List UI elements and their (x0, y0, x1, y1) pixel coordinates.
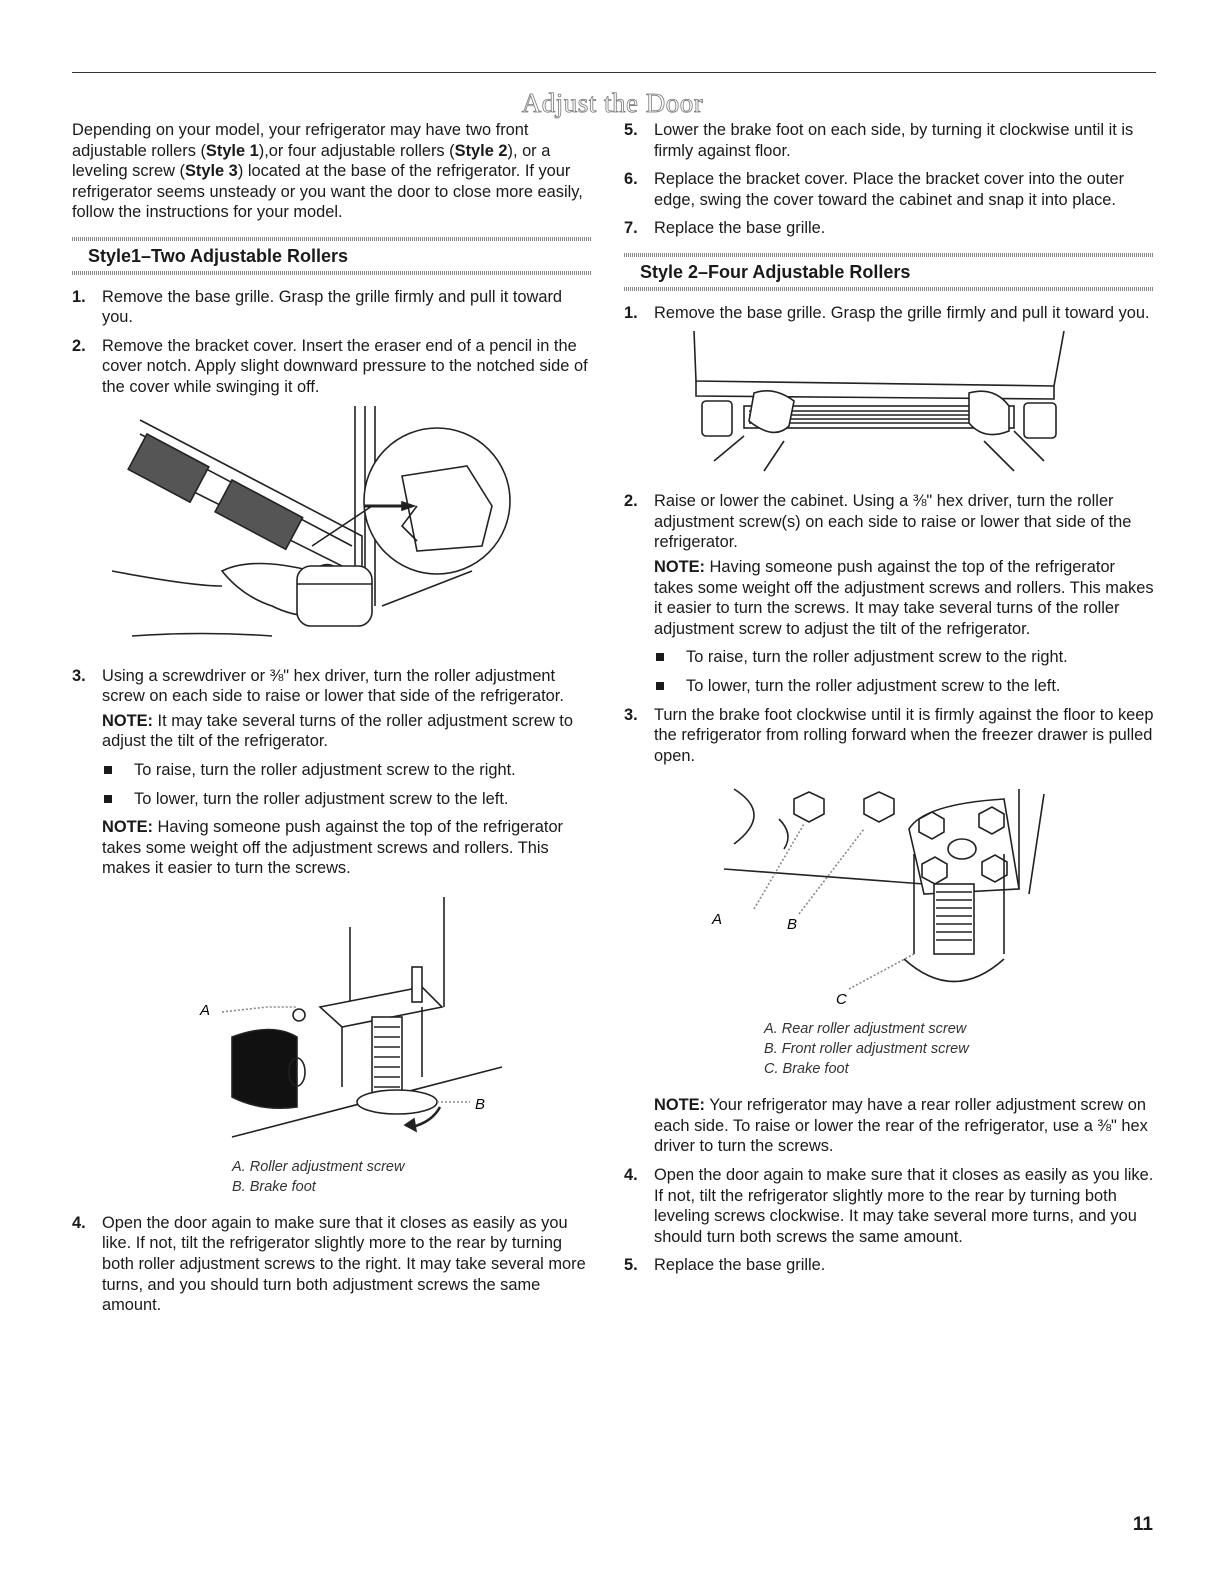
note-text: It may take several turns of the roller adjustment screw to adjust the tilt of the refrigerator. (102, 711, 573, 751)
roller-drawing (72, 887, 592, 1147)
step-item (72, 336, 592, 398)
left-column (72, 120, 592, 1324)
step-text: Replace the base grille. (654, 219, 826, 238)
note (102, 711, 592, 752)
fig-label-b: B (787, 916, 798, 934)
fig-label-c: C (836, 991, 847, 1009)
note (654, 1095, 1154, 1157)
step-item (624, 303, 1154, 324)
step-text: Open the door again to make sure that it closes as easily as you like. If not, tilt the refrigerator slightly more to the rear by turning both leveling screws clockwise. It may take several more turns, and you should turn both screws the same amount. (654, 1166, 1154, 1246)
section-band-top (72, 237, 592, 241)
style2-steps-cont (624, 491, 1154, 766)
intro-style1: Style 1 (205, 141, 259, 160)
bullet-item: To raise, turn the roller adjustment screw to the right. (654, 647, 1154, 668)
bullet-item: To raise, turn the roller adjustment screw to the right. (102, 760, 592, 781)
style1-steps-cont (72, 666, 592, 879)
step-item (72, 1213, 592, 1316)
brake-foot-illustration (624, 774, 1154, 1009)
top-rule (72, 72, 1156, 73)
note-label: NOTE: (654, 1096, 705, 1115)
section-band-bottom (624, 287, 1154, 291)
step-number: 1. (624, 303, 638, 322)
section-band-bottom (72, 271, 592, 275)
figure-caption (232, 1157, 592, 1197)
bracket-cover-drawing (72, 406, 592, 656)
caption-line: C. Brake foot (764, 1061, 849, 1078)
page-title: Adjust the Door (521, 88, 704, 118)
step-text: Replace the base grille. (654, 1256, 826, 1275)
fig-label-a: A (200, 1001, 211, 1019)
step-text: Turn the brake foot clockwise until it is firmly against the floor to keep the refrigerator from rolling forward when the freezer drawer is pulled open. (654, 705, 1154, 765)
intro-text: ), or a leveling screw ( (72, 141, 551, 181)
step-number: 2. (72, 336, 86, 355)
step-text: Open the door again to make sure that it closes as easily as you like. If not, tilt the refrigerator slightly more to the rear by turning both roller adjustment screws to the right. It may take several more turns, and you should turn both adjustment screws the same amount. (102, 1213, 586, 1315)
caption-line: A. Roller adjustment screw (232, 1158, 405, 1175)
style2-steps-end (624, 1165, 1154, 1276)
step-item (72, 666, 592, 879)
step-item (72, 287, 592, 328)
intro-text: ) located at the base of the refrigerator. If your refrigerator seems unsteady or you want the door to close more easily, follow the instructions for your model. (72, 162, 583, 222)
bullet-list (654, 647, 1154, 696)
note (654, 557, 1154, 639)
step-number: 1. (72, 287, 86, 306)
caption-line: B. Front roller adjustment screw (764, 1041, 969, 1058)
intro-paragraph (72, 120, 592, 223)
section-style1 (72, 237, 592, 275)
section-heading-style2: Style 2–Four Adjustable Rollers (640, 261, 911, 282)
fig-label-b: B (475, 1095, 486, 1113)
intro-text: ),or four adjustable rollers ( (258, 141, 455, 160)
step-item (624, 1255, 1154, 1276)
intro-style2: Style 2 (454, 141, 508, 160)
step-number: 6. (624, 170, 638, 189)
grille-removal-illustration (624, 331, 1154, 481)
style1-steps-continued (624, 120, 1154, 239)
step-number: 7. (624, 219, 638, 238)
step-number: 3. (72, 666, 86, 685)
style2-steps (624, 303, 1154, 324)
bullet-list (102, 760, 592, 809)
intro-style3: Style 3 (184, 162, 238, 181)
note-label: NOTE: (654, 557, 705, 576)
note-text: Your refrigerator may have a rear roller adjustment screw on each side. To raise or lower the rear of the refrigerator, use a ⅜" hex driver to turn the screws. (654, 1096, 1148, 1156)
bullet-item: To lower, turn the roller adjustment screw to the left. (654, 676, 1154, 697)
step-text: Raise or lower the cabinet. Using a ⅜" hex driver, turn the roller adjustment screw(s) on each side to raise or lower that side of the refrigerator. (654, 492, 1132, 552)
step-item (624, 169, 1154, 210)
note (102, 817, 592, 879)
step-text: Remove the base grille. Grasp the grille firmly and pull it toward you. (654, 303, 1150, 322)
note-label: NOTE: (102, 711, 153, 730)
step-text: Replace the bracket cover. Place the bracket cover into the outer edge, swing the cover toward the cabinet and snap it into place. (654, 170, 1125, 209)
step-number: 5. (624, 1256, 638, 1275)
bracket-cover-illustration (72, 406, 592, 656)
step-text: Using a screwdriver or ⅜" hex driver, turn the roller adjustment screw on each side to raise or lower that side of the refrigerator. (102, 666, 564, 706)
step-number: 2. (624, 492, 638, 511)
step-text: Remove the bracket cover. Insert the eraser end of a pencil in the cover notch. Apply slight downward pressure to the notched side of the cover while swinging it off. (102, 336, 588, 396)
style1-steps-end (72, 1213, 592, 1316)
step-item (624, 705, 1154, 767)
section-band-top (624, 253, 1154, 257)
step-number: 3. (624, 705, 638, 724)
section-style2 (624, 253, 1154, 291)
bullet-item: To lower, turn the roller adjustment screw to the left. (102, 789, 592, 810)
step-item (624, 1165, 1154, 1247)
note-text: Having someone push against the top of the refrigerator takes some weight off the adjustment screws and rollers. This makes it easier to turn the screws. It may take several turns of the roller adjustment screw to adjust the tilt of the refrigerator. (654, 557, 1154, 638)
figure-caption (764, 1019, 1154, 1079)
step-item (624, 491, 1154, 696)
right-column (624, 120, 1154, 1284)
intro-text: Depending on your model, your refrigerator may have two front adjustable rollers ( (72, 121, 529, 160)
step-text: Lower the brake foot on each side, by turning it clockwise until it is firmly against floor. (654, 121, 1134, 160)
step-text: Remove the base grille. Grasp the grille firmly and pull it toward you. (102, 287, 563, 327)
step-number: 4. (72, 1213, 86, 1232)
note-label: NOTE: (102, 818, 153, 837)
caption-line: B. Brake foot (232, 1178, 316, 1195)
style1-steps (72, 287, 592, 398)
brake-foot-drawing (624, 774, 1154, 1009)
step-item (624, 120, 1154, 161)
grille-drawing (624, 331, 1154, 481)
fig-label-a: A (712, 911, 723, 929)
page-number: 11 (1132, 1514, 1153, 1535)
caption-line: A. Rear roller adjustment screw (764, 1021, 967, 1038)
section-heading-style1: Style1–Two Adjustable Rollers (88, 245, 349, 266)
note-text: Having someone push against the top of the refrigerator takes some weight off the adjustment screws and rollers. This makes it easier to turn the screws. (102, 818, 564, 878)
step-number: 5. (624, 121, 638, 139)
roller-illustration (72, 887, 592, 1147)
step-item (624, 218, 1154, 239)
step-number: 4. (624, 1166, 638, 1185)
